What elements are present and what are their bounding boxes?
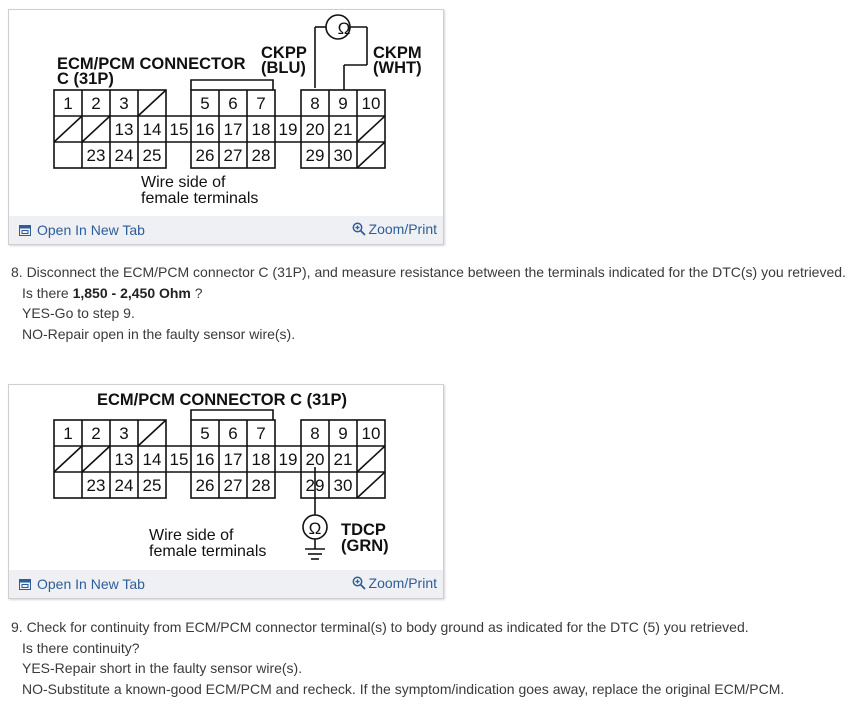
svg-text:1: 1 — [63, 424, 73, 443]
magnifier-icon — [352, 222, 366, 236]
svg-text:8: 8 — [310, 424, 320, 443]
svg-text:5: 5 — [200, 424, 210, 443]
svg-text:6: 6 — [228, 94, 238, 113]
svg-text:26: 26 — [195, 476, 215, 495]
figure-ckp-connector — [8, 9, 444, 245]
zoom-print-link[interactable] — [352, 575, 437, 591]
svg-text:13: 13 — [114, 450, 134, 469]
zoom-print-label: Zoom/Print — [368, 221, 437, 237]
svg-text:5: 5 — [200, 94, 210, 113]
probe-label-ckpm: CKPM — [373, 44, 422, 62]
svg-text:19: 19 — [278, 120, 298, 139]
step-9-yes: YES-Repair short in the faulty sensor wire(s). — [22, 660, 303, 676]
step-8-no: NO-Repair open in the faulty sensor wire(s). — [22, 325, 296, 342]
svg-text:21: 21 — [333, 450, 353, 469]
svg-text:18: 18 — [251, 120, 271, 139]
svg-text:30: 30 — [333, 146, 353, 165]
connector-label: ECM/PCM CONNECTOR — [57, 55, 246, 73]
magnifier-icon — [352, 576, 366, 590]
svg-text:24: 24 — [114, 146, 134, 165]
step-9-no: NO-Substitute a known-good ECM/PCM and recheck. If the symptom/indication goes away, replace the original ECM/PCM. — [22, 680, 785, 697]
new-tab-icon — [19, 225, 31, 236]
wire-side-sublabel: female terminals — [141, 190, 259, 207]
svg-text:17: 17 — [223, 450, 243, 469]
connector-diagram-2 — [9, 385, 443, 570]
svg-text:14: 14 — [142, 120, 162, 139]
pin-row-2 — [115, 120, 353, 139]
svg-text:25: 25 — [142, 146, 162, 165]
svg-text:10: 10 — [361, 94, 381, 113]
svg-text:16: 16 — [195, 120, 215, 139]
step-9 — [11, 617, 784, 699]
wire-side-label: Wire side of — [141, 174, 226, 191]
step-8-yes: YES-Go to step 9. — [22, 305, 135, 321]
svg-text:30: 30 — [333, 476, 353, 495]
probe-color-ckpp: (BLU) — [261, 59, 306, 77]
svg-text:25: 25 — [142, 476, 162, 495]
connector-label: ECM/PCM CONNECTOR C (31P) — [97, 391, 347, 409]
wire-side-label: Wire side of — [149, 527, 234, 544]
svg-text:27: 27 — [223, 476, 243, 495]
svg-text:29: 29 — [305, 476, 325, 495]
pin-row-1 — [63, 94, 380, 113]
svg-text:28: 28 — [251, 476, 271, 495]
probe-label-tdcp: TDCP — [341, 521, 386, 539]
ohm-symbol: Ω — [337, 19, 351, 38]
svg-text:23: 23 — [86, 146, 106, 165]
svg-text:26: 26 — [195, 146, 215, 165]
svg-text:7: 7 — [256, 94, 266, 113]
probe-color-tdcp: (GRN) — [341, 537, 389, 555]
step-8-question: Is there 1,850 - 2,450 Ohm ? — [22, 284, 203, 301]
svg-text:24: 24 — [114, 476, 134, 495]
open-new-tab-label: Open In New Tab — [37, 576, 145, 592]
svg-text:9: 9 — [338, 424, 348, 443]
open-new-tab-label: Open In New Tab — [37, 222, 145, 238]
new-tab-icon — [19, 579, 31, 590]
svg-text:20: 20 — [305, 120, 325, 139]
step-8 — [11, 262, 846, 344]
svg-text:2: 2 — [91, 94, 101, 113]
svg-text:21: 21 — [333, 120, 353, 139]
probe-color-ckpm: (WHT) — [373, 59, 422, 77]
step-8-instruction: 8. Disconnect the ECM/PCM connector C (31P), and measure resistance between the terminals indicated for the DTC(s) you retrieved. — [11, 264, 846, 280]
zoom-print-link[interactable] — [352, 221, 437, 237]
connector-diagram-1 — [9, 10, 443, 218]
figure-toolbar — [9, 570, 443, 598]
svg-text:15: 15 — [169, 450, 189, 469]
svg-text:3: 3 — [119, 424, 129, 443]
step-9-instruction: 9. Check for continuity from ECM/PCM connector terminal(s) to body ground as indicated for the DTC (5) you retrieved. — [11, 619, 749, 635]
connector-sublabel: C (31P) — [57, 70, 114, 88]
svg-text:13: 13 — [114, 120, 134, 139]
svg-text:3: 3 — [119, 94, 129, 113]
svg-text:17: 17 — [223, 120, 243, 139]
svg-text:27: 27 — [223, 146, 243, 165]
svg-text:7: 7 — [256, 424, 266, 443]
svg-text:20: 20 — [305, 450, 325, 469]
svg-text:23: 23 — [86, 476, 106, 495]
wire-side-sublabel: female terminals — [149, 543, 267, 560]
svg-text:9: 9 — [338, 94, 348, 113]
open-new-tab-link[interactable] — [19, 222, 145, 238]
svg-text:29: 29 — [305, 146, 325, 165]
ohm-symbol: Ω — [308, 519, 322, 538]
svg-text:14: 14 — [142, 450, 162, 469]
open-new-tab-link[interactable] — [19, 576, 145, 592]
svg-text:8: 8 — [310, 94, 320, 113]
svg-text:15: 15 — [169, 120, 189, 139]
svg-text:19: 19 — [278, 450, 298, 469]
svg-text:1: 1 — [63, 94, 73, 113]
step-9-question: Is there continuity? — [22, 639, 140, 656]
probe-label-ckpp: CKPP — [261, 44, 307, 62]
svg-text:18: 18 — [251, 450, 271, 469]
svg-text:10: 10 — [361, 424, 381, 443]
figure-tdc-connector — [8, 384, 444, 599]
figure-toolbar — [9, 216, 443, 244]
svg-text:16: 16 — [195, 450, 215, 469]
zoom-print-label: Zoom/Print — [368, 575, 437, 591]
pin-row-2 — [115, 450, 353, 469]
svg-text:6: 6 — [228, 424, 238, 443]
svg-text:2: 2 — [91, 424, 101, 443]
svg-text:28: 28 — [251, 146, 271, 165]
pin-row-1 — [63, 424, 380, 443]
